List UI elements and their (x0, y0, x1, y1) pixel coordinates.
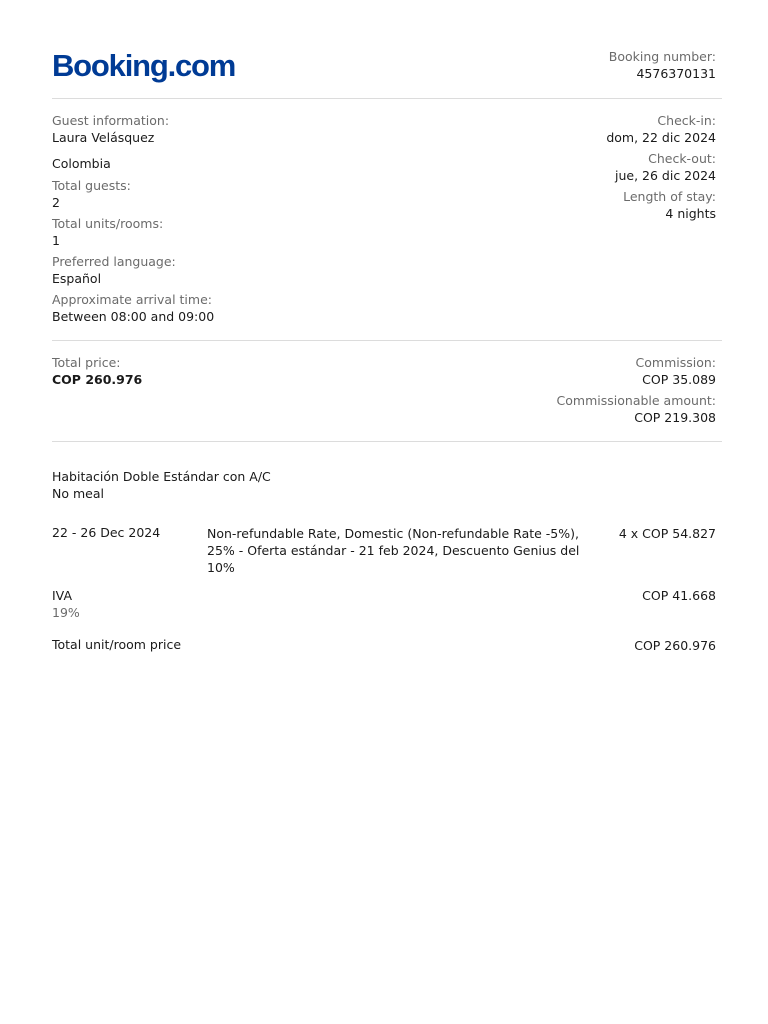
divider-middle (52, 340, 722, 341)
commission-label: Commission: (635, 355, 716, 370)
arrival-time: Between 08:00 and 09:00 (52, 309, 215, 324)
tax-label: IVA (52, 588, 72, 603)
divider-top (52, 98, 722, 99)
guest-info-block (52, 112, 214, 325)
tax-amount: COP 41.668 (642, 588, 716, 603)
room-total-label: Total unit/room price (52, 637, 182, 652)
room-name: Habitación Doble Estándar con A/C (52, 469, 271, 484)
total-guests-label: Total guests: (52, 178, 131, 193)
checkin-label: Check-in: (657, 113, 716, 128)
length-of-stay: 4 nights (665, 206, 716, 221)
booking-logo (52, 48, 235, 84)
length-of-stay-label: Length of stay: (623, 189, 716, 204)
meal-plan: No meal (52, 486, 104, 501)
total-units-label: Total units/rooms: (52, 216, 164, 231)
total-units: 1 (52, 233, 60, 248)
commissionable-label: Commissionable amount: (556, 393, 716, 408)
guest-name: Laura Velásquez (52, 130, 155, 145)
arrival-time-label: Approximate arrival time: (52, 292, 212, 307)
commissionable-amount: COP 219.308 (634, 410, 716, 425)
total-price-block (52, 354, 142, 388)
checkout-label: Check-out: (648, 151, 716, 166)
preferred-language-label: Preferred language: (52, 254, 176, 269)
booking-number-block (609, 48, 716, 82)
stay-info-block (606, 112, 716, 222)
tax-amount-block (642, 587, 716, 604)
total-price-label: Total price: (52, 355, 121, 370)
divider-lower (52, 441, 722, 442)
commission-amount: COP 35.089 (642, 372, 716, 387)
logo-main-text: Booking (52, 48, 168, 83)
rate-line-1: Non-refundable Rate, Domestic (Non-refundable Rate -5%), (207, 526, 579, 541)
preferred-language: Español (52, 271, 102, 286)
rate-line-2: 25% - Oferta estándar - 21 feb 2024, Descuento Genius del (207, 543, 580, 558)
checkout-date: jue, 26 dic 2024 (615, 168, 716, 183)
tax-rate: 19% (52, 605, 80, 620)
rate-price (619, 525, 716, 542)
rate-description (207, 525, 587, 576)
booking-number: 4576370131 (636, 66, 716, 81)
room-block (52, 468, 271, 502)
total-price: COP 260.976 (52, 372, 143, 387)
commission-block (557, 354, 716, 426)
rate-line-3: 10% (207, 560, 235, 575)
total-guests: 2 (52, 195, 60, 210)
guest-country: Colombia (52, 156, 111, 171)
logo-suffix-text: .com (167, 48, 236, 83)
room-dates: 22 - 26 Dec 2024 (52, 525, 161, 540)
booking-number-label: Booking number: (608, 49, 716, 64)
room-total-block (634, 637, 716, 654)
tax-block (52, 587, 80, 621)
room-total: COP 260.976 (634, 638, 716, 653)
rate-price-value: 4 x COP 54.827 (618, 526, 716, 541)
guest-info-label: Guest information: (52, 113, 170, 128)
checkin-date: dom, 22 dic 2024 (606, 130, 716, 145)
